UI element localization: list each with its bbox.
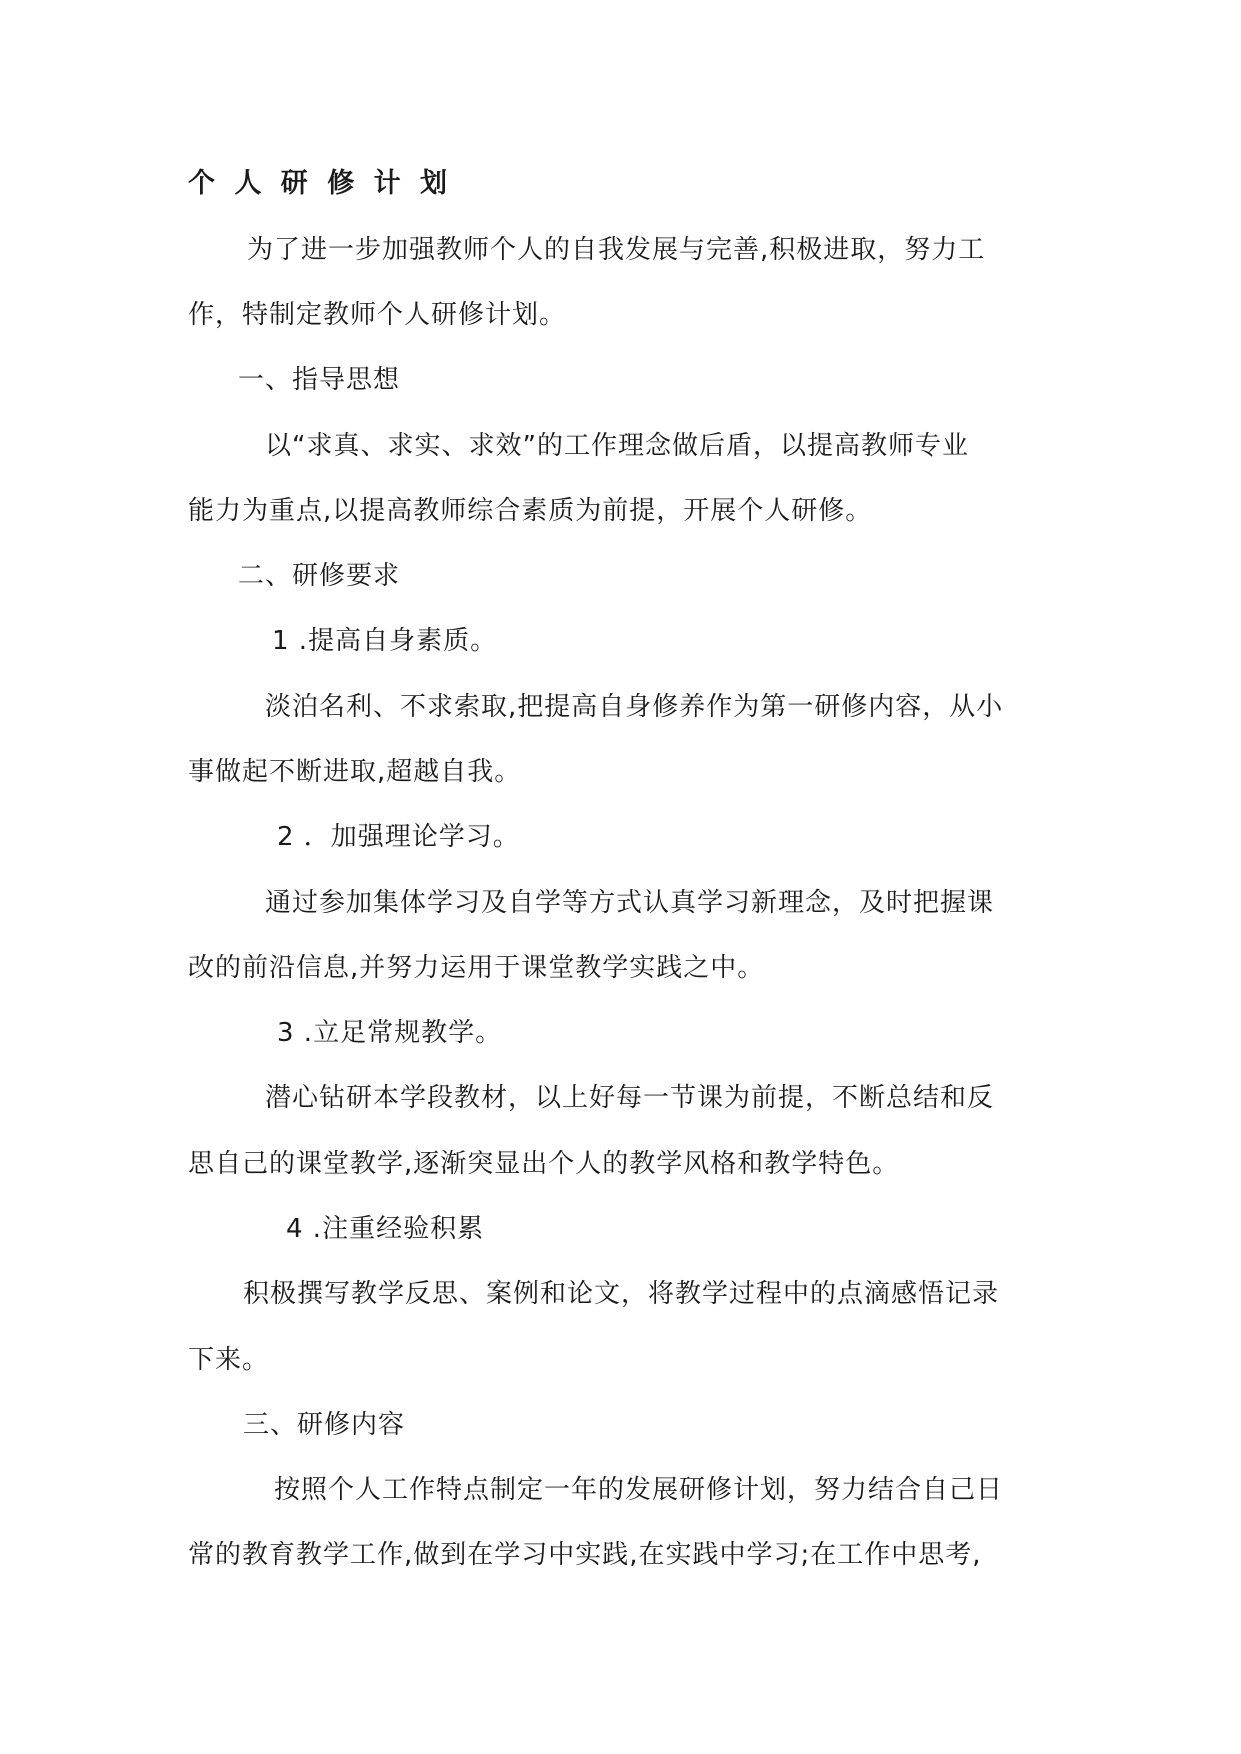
section-heading-guiding-thought: 一、指导思想 xyxy=(238,365,401,395)
paragraph-3-line-2: 思自己的课堂教学,逐渐突显出个人的教学风格和教学特色。 xyxy=(188,1149,900,1179)
document-title: 个 人 研 修 计 划 xyxy=(188,168,449,199)
paragraph-intro-line-1: 为了进一步加强教师个人的自我发展与完善,积极进取，努力工 xyxy=(247,235,986,265)
paragraph-3-line-1: 潜心钻研本学段教材，以上好每一节课为前提，不断总结和反 xyxy=(265,1083,995,1113)
paragraph-content-line-1: 按照个人工作特点制定一年的发展研修计划，努力结合自己日 xyxy=(274,1475,1004,1505)
paragraph-1-line-2: 事做起不断进取,超越自我。 xyxy=(188,757,522,787)
paragraph-4-line-2: 下来。 xyxy=(188,1345,270,1375)
subheading-1: 1 .提高自身素质。 xyxy=(272,626,498,656)
paragraph-guiding-line-1: 以“求真、求实、求效”的工作理念做后盾，以提高教师专业 xyxy=(265,431,969,461)
paragraph-guiding-line-2: 能力为重点,以提高教师综合素质为前提，开展个人研修。 xyxy=(188,496,873,526)
subheading-2: 2 ．加强理论学习。 xyxy=(277,822,520,852)
paragraph-2-line-1: 通过参加集体学习及自学等方式认真学习新理念，及时把握课 xyxy=(265,888,995,918)
paragraph-2-line-2: 改的前沿信息,并努力运用于课堂教学实践之中。 xyxy=(188,953,765,983)
paragraph-intro-line-2: 作，特制定教师个人研修计划。 xyxy=(188,300,567,330)
subheading-3: 3 .立足常规教学。 xyxy=(277,1018,503,1048)
paragraph-1-line-1: 淡泊名利、不求索取,把提高自身修养作为第一研修内容，从小 xyxy=(265,692,1004,722)
paragraph-content-line-2: 常的教育教学工作,做到在学习中实践,在实践中学习;在工作中思考, xyxy=(188,1540,982,1570)
paragraph-4-line-1: 积极撰写教学反思、案例和论文，将教学过程中的点滴感悟记录 xyxy=(243,1279,1000,1309)
section-heading-requirements: 二、研修要求 xyxy=(238,561,401,591)
section-heading-content: 三、研修内容 xyxy=(243,1410,406,1440)
subheading-4: 4 .注重经验积累 xyxy=(286,1214,485,1244)
